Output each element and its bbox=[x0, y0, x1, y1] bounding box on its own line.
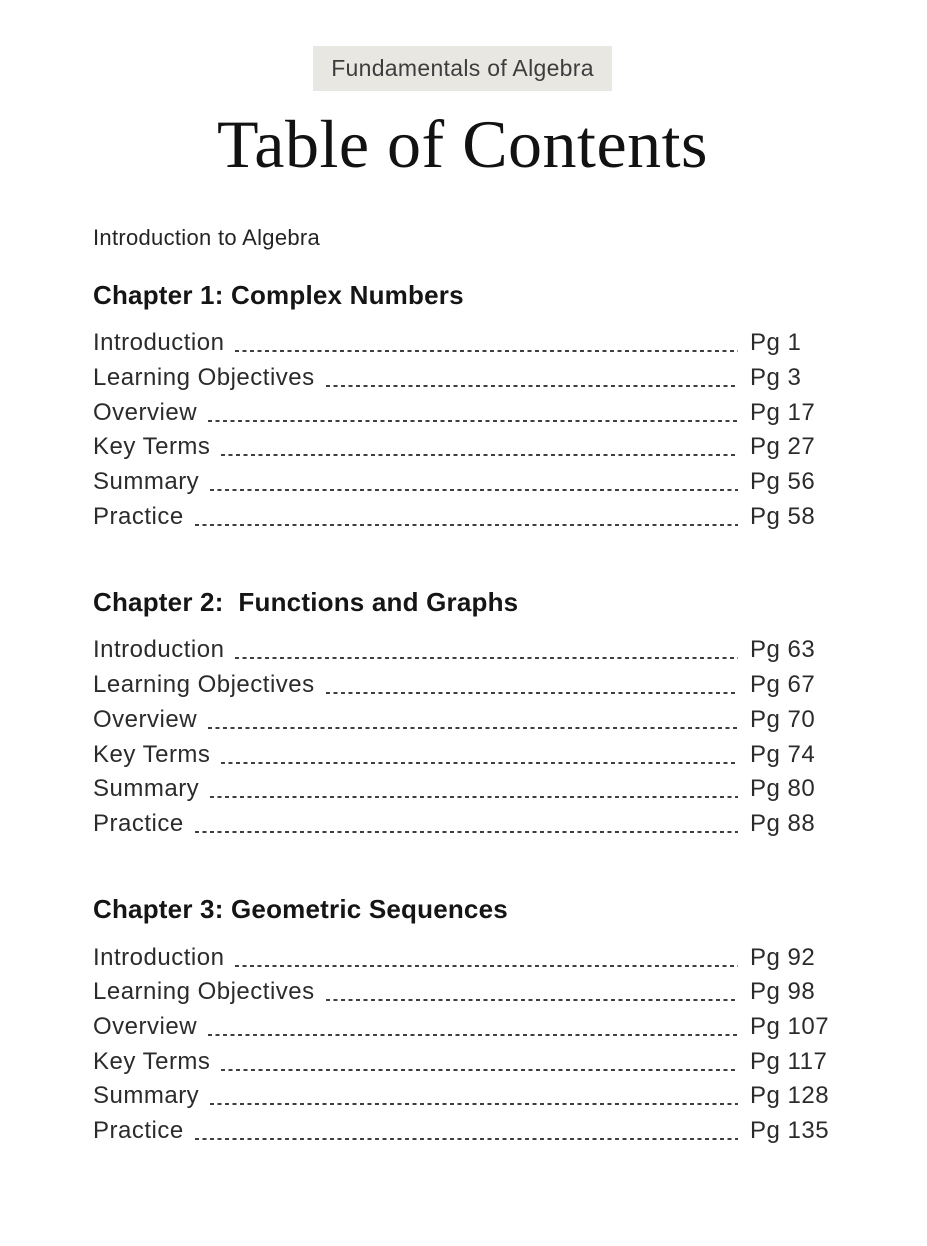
dot-leader bbox=[208, 1034, 738, 1036]
toc-entry-page: Pg 58 bbox=[750, 502, 816, 530]
dot-leader bbox=[210, 489, 738, 491]
toc-entry-page: Pg 1 bbox=[750, 329, 802, 357]
toc-entry-label: Practice bbox=[93, 502, 184, 530]
toc-row bbox=[93, 1114, 832, 1149]
dot-leader bbox=[208, 420, 738, 422]
dot-leader bbox=[326, 385, 738, 387]
dot-leader bbox=[210, 1103, 738, 1105]
toc-entry-label: Key Terms bbox=[93, 433, 211, 461]
dot-leader bbox=[326, 999, 738, 1001]
toc-row bbox=[93, 361, 832, 396]
toc-entry-page: Pg 88 bbox=[750, 809, 816, 837]
toc-entry-label: Key Terms bbox=[93, 1047, 211, 1075]
toc-entry-label: Key Terms bbox=[93, 740, 211, 768]
toc-entry-page: Pg 92 bbox=[750, 943, 816, 971]
toc-row bbox=[93, 772, 832, 807]
toc-row bbox=[93, 1079, 832, 1114]
toc-entry-label: Overview bbox=[93, 398, 198, 426]
toc-entry-page: Pg 63 bbox=[750, 636, 816, 664]
toc-entry-page: Pg 135 bbox=[750, 1117, 830, 1145]
toc-row bbox=[93, 668, 832, 703]
toc-entry-label: Overview bbox=[93, 705, 198, 733]
toc-entry-page: Pg 3 bbox=[750, 364, 802, 392]
toc-row bbox=[93, 326, 832, 361]
toc-entry-page: Pg 117 bbox=[750, 1047, 828, 1075]
chapter-3-section bbox=[93, 893, 832, 1148]
page-title: Table of Contents bbox=[217, 106, 708, 182]
toc-row bbox=[93, 499, 832, 534]
toc-entry-page: Pg 27 bbox=[750, 433, 816, 461]
toc-entry-page: Pg 98 bbox=[750, 978, 816, 1006]
toc-row bbox=[93, 1010, 832, 1045]
chapter-1-entries bbox=[93, 326, 832, 534]
chapter-3-heading: Chapter 3: Geometric Sequences bbox=[93, 894, 508, 925]
toc-entry-label: Learning Objectives bbox=[93, 364, 315, 392]
book-title-label: Fundamentals of Algebra bbox=[331, 55, 594, 81]
toc-row bbox=[93, 430, 832, 465]
toc-row bbox=[93, 703, 832, 738]
toc-entry-label: Introduction bbox=[93, 636, 225, 664]
dot-leader bbox=[235, 965, 738, 967]
toc-entry-label: Practice bbox=[93, 809, 184, 837]
toc-entry-label: Overview bbox=[93, 1012, 198, 1040]
dot-leader bbox=[221, 1069, 738, 1071]
dot-leader bbox=[235, 350, 738, 352]
toc-entry-label: Practice bbox=[93, 1117, 184, 1145]
toc-entry-label: Introduction bbox=[93, 329, 225, 357]
toc-entry-label: Summary bbox=[93, 775, 200, 803]
chapter-2-heading: Chapter 2: Functions and Graphs bbox=[93, 587, 519, 618]
chapter-1-heading: Chapter 1: Complex Numbers bbox=[93, 280, 464, 310]
toc-row bbox=[93, 465, 832, 500]
dot-leader bbox=[195, 1138, 738, 1140]
toc-row bbox=[93, 633, 832, 668]
dot-leader bbox=[210, 796, 738, 798]
toc-page bbox=[0, 46, 927, 1246]
toc-entry-label: Introduction bbox=[93, 943, 225, 971]
chapter-2-entries bbox=[93, 633, 832, 841]
dot-leader bbox=[195, 524, 738, 526]
dot-leader bbox=[221, 762, 738, 764]
toc-entry-label: Learning Objectives bbox=[93, 978, 315, 1006]
toc-row bbox=[93, 1044, 832, 1079]
chapter-1-section bbox=[93, 279, 832, 534]
toc-row bbox=[93, 940, 832, 975]
toc-row bbox=[93, 807, 832, 842]
toc-entry-label: Summary bbox=[93, 1082, 200, 1110]
chapter-2-section bbox=[93, 586, 832, 841]
dot-leader bbox=[221, 454, 738, 456]
dot-leader bbox=[195, 831, 738, 833]
dot-leader bbox=[235, 657, 738, 659]
dot-leader bbox=[208, 727, 738, 729]
toc-entry-page: Pg 56 bbox=[750, 468, 816, 496]
toc-entry-label: Summary bbox=[93, 468, 200, 496]
intro-line: Introduction to Algebra bbox=[93, 225, 321, 250]
toc-entry-page: Pg 107 bbox=[750, 1012, 830, 1040]
toc-entry-page: Pg 17 bbox=[750, 398, 816, 426]
chapter-3-entries bbox=[93, 940, 832, 1148]
toc-entry-page: Pg 70 bbox=[750, 705, 816, 733]
toc-entry-page: Pg 80 bbox=[750, 775, 816, 803]
toc-entry-page: Pg 74 bbox=[750, 740, 816, 768]
toc-entry-label: Learning Objectives bbox=[93, 671, 315, 699]
toc-entry-page: Pg 128 bbox=[750, 1082, 830, 1110]
toc-row bbox=[93, 395, 832, 430]
book-title-badge bbox=[313, 46, 612, 91]
dot-leader bbox=[326, 692, 738, 694]
toc-entry-page: Pg 67 bbox=[750, 671, 816, 699]
toc-row bbox=[93, 737, 832, 772]
toc-row bbox=[93, 975, 832, 1010]
